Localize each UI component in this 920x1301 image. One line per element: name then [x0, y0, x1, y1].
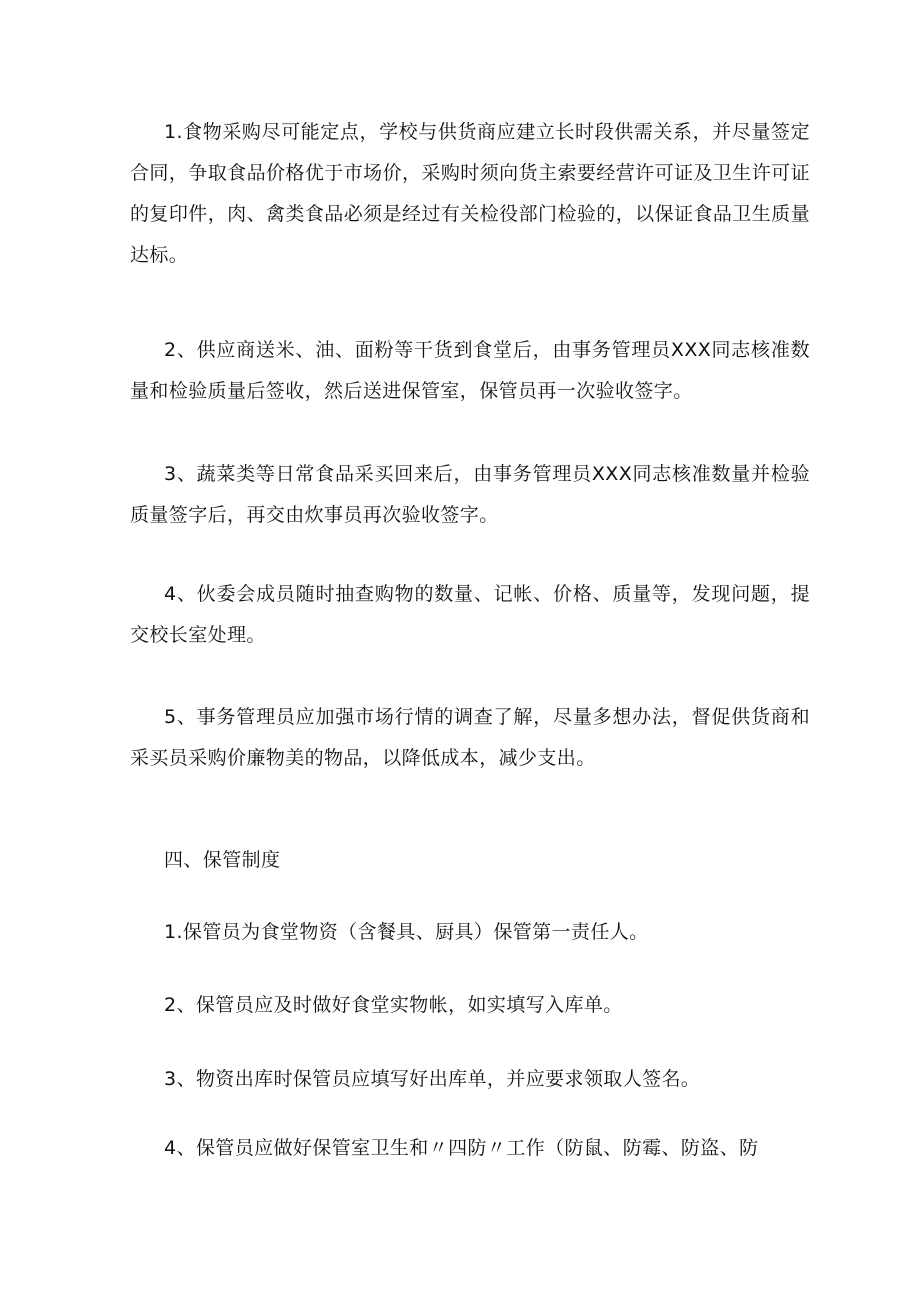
- paragraph-storage-3: 3、物资出库时保管员应填写好出库单，并应要求领取人签名。: [164, 1068, 701, 1090]
- paragraph-purchase-4: 4、伙委会成员随时抽查购物的数量、记帐、价格、质量等，发现问题，提交校长室处理。: [130, 583, 810, 646]
- paragraph-purchase-2: 2、供应商送米、油、面粉等干货到食堂后，由事务管理员XXX同志核准数量和检验质量后签收，然后送进保管室，保管员再一次验收签字。: [130, 339, 810, 402]
- paragraph-storage-4: 4、保管员应做好保管室卫生和〃四防〃工作（防鼠、防霉、防盗、防: [164, 1137, 759, 1159]
- paragraph-purchase-1: 1.食物采购尽可能定点，学校与供货商应建立长时段供需关系，并尽量签定合同，争取食品价格优于市场价，采购时须向货主索要经营许可证及卫生许可证的复印件，肉、禽类食品必须是经过有关检役部门检验的，以保证食品卫生质量达标。: [130, 121, 810, 266]
- section-heading: 四、保管制度: [164, 849, 281, 871]
- paragraph-purchase-3: 3、蔬菜类等日常食品采买回来后，由事务管理员XXX同志核准数量并检验质量签字后，再交由炊事员再次验收签字。: [130, 463, 810, 526]
- paragraph-storage-1: 1.保管员为食堂物资（含餐具、厨具）保管第一责任人。: [164, 921, 649, 943]
- paragraph-storage-2: 2、保管员应及时做好食堂实物帐，如实填写入库单。: [164, 994, 623, 1016]
- paragraph-purchase-5: 5、事务管理员应加强市场行情的调查了解，尽量多想办法，督促供货商和采买员采购价廉物美的物品，以降低成本，减少支出。: [130, 706, 810, 769]
